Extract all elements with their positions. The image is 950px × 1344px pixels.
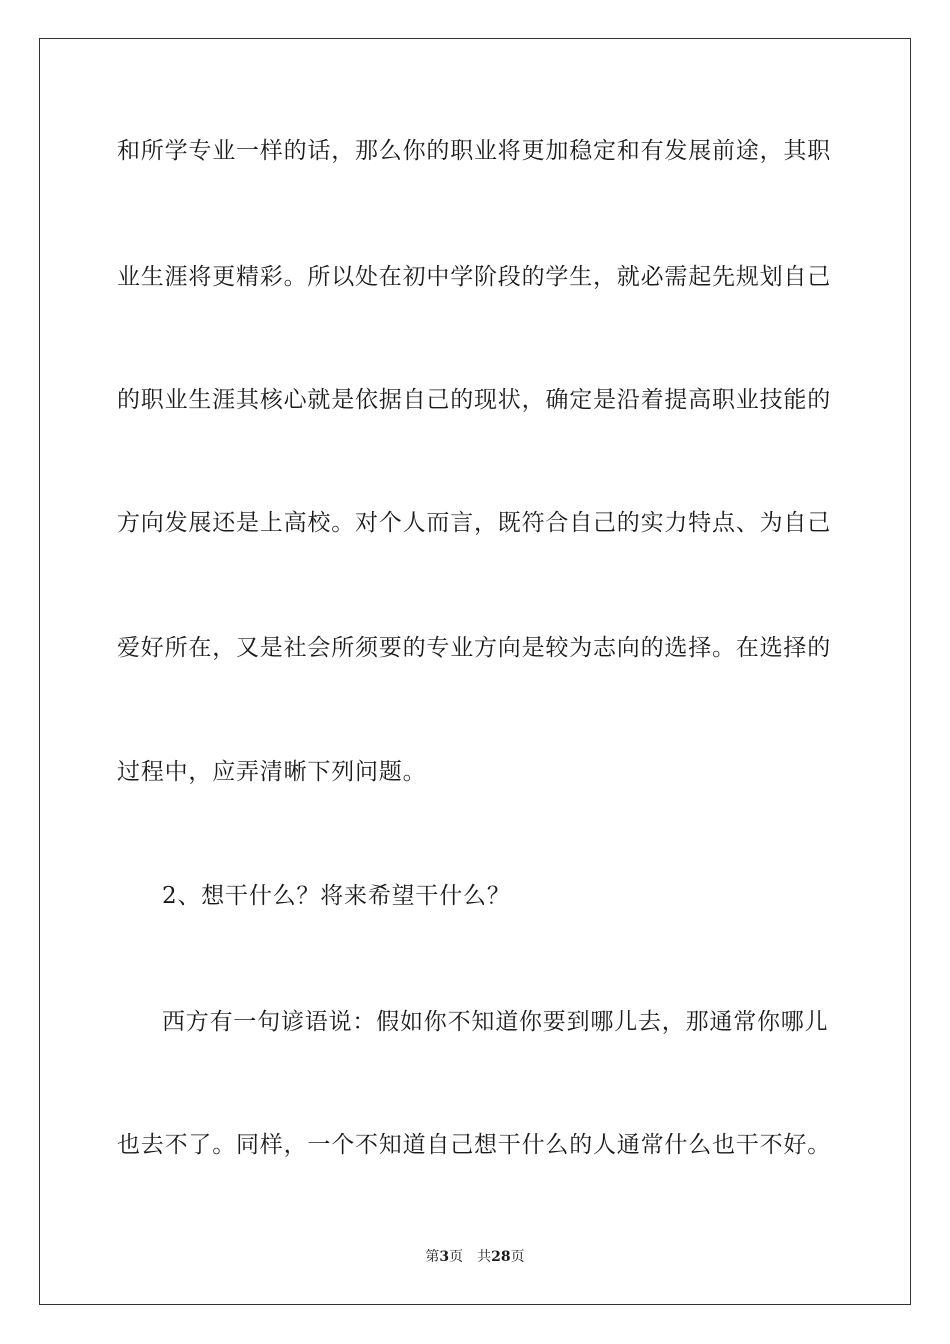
current-page-number: 3 (439, 1249, 450, 1265)
body-line-6: 过程中，应弄清晰下列问题。 (117, 759, 427, 785)
body-line-7: 西方有一句谚语说：假如你不知道你要到哪儿去，那通常你哪儿 (162, 1009, 829, 1035)
section-heading: 2、想干什么？将来希望干什么？ (162, 883, 511, 909)
total-suffix: 页 (510, 1249, 525, 1265)
body-line-5: 爱好所在，又是社会所须要的专业方向是较为志向的选择。在选择的 (117, 635, 831, 661)
page-footer (0, 1248, 950, 1266)
page-frame (39, 38, 911, 1305)
body-line-3: 的职业生涯其核心就是依据自己的现状，确定是沿着提高职业技能的 (117, 387, 831, 413)
total-prefix: 共 (477, 1249, 492, 1265)
page-suffix: 页 (449, 1249, 464, 1265)
body-line-1: 和所学专业一样的话，那么你的职业将更加稳定和有发展前途，其职 (117, 138, 831, 164)
page-prefix: 第 (425, 1249, 440, 1265)
body-line-8: 也去不了。同样，一个不知道自己想干什么的人通常什么也干不好。 (117, 1132, 831, 1158)
total-page-count: 28 (491, 1249, 511, 1265)
body-line-4: 方向发展还是上高校。对个人而言，既符合自己的实力特点、为自己 (117, 510, 831, 536)
body-line-2: 业生涯将更精彩。所以处在初中学阶段的学生，就必需起先规划自己 (117, 264, 831, 290)
